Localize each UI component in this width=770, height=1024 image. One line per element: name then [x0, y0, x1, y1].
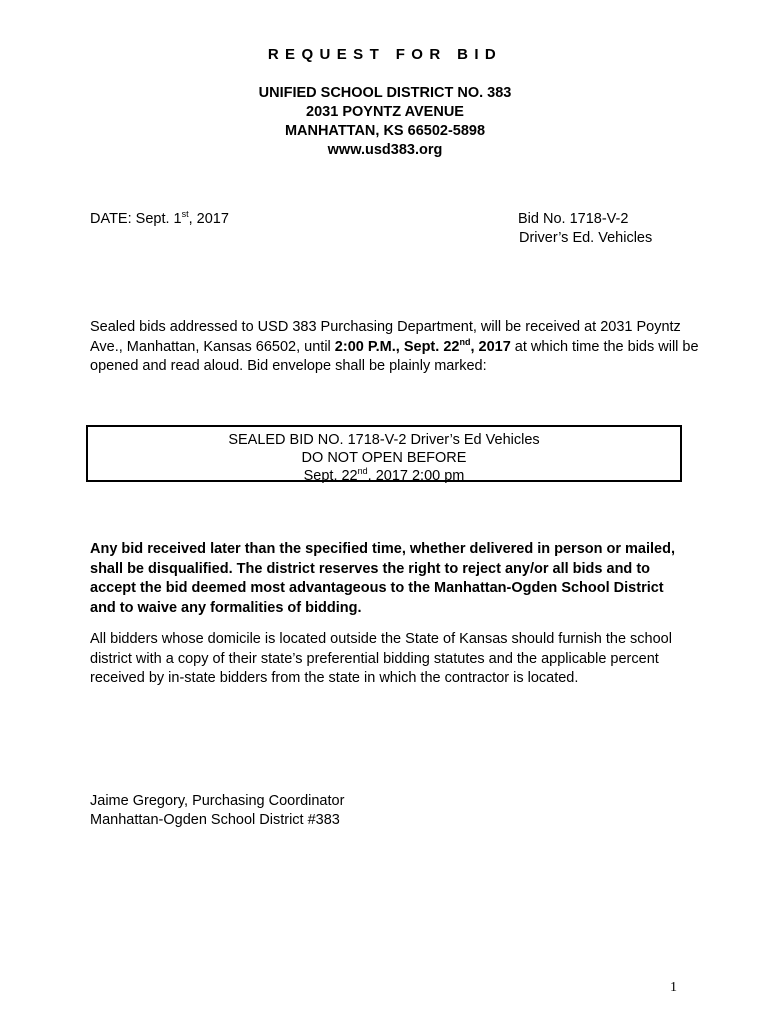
date-sup: st: [181, 209, 189, 220]
deadline-tail: , 2017: [470, 338, 511, 355]
sealed-date-suffix: , 2017 2:00 pm: [367, 468, 465, 484]
date-prefix: DATE: Sept. 1: [90, 211, 182, 227]
sealed-date-sup: nd: [357, 466, 368, 477]
deadline-bold: [334, 336, 511, 355]
sealed-bid-label-box: [86, 425, 682, 482]
district-name: UNIFIED SCHOOL DISTRICT NO. 383: [258, 85, 512, 101]
late-bid-notice: Any bid received later than the specified time, whether delivered in person or mailed, shall be disqualified. The district reserves the right to reject any/or all bids and to accept the bid deemed most advantageous to the Manhattan-Ogden School District and to waive any formalities of bidding.: [90, 541, 675, 616]
page-number: 1: [670, 980, 677, 995]
signer-name: Jaime Gregory, Purchasing Coordinator: [90, 793, 345, 809]
submission-text-before: Sealed bids addressed to USD 383 Purchasing Department, will be received at 2031 Poyntz Ave., Manhattan, Kansas 66502, until: [90, 319, 681, 355]
deadline-sup: nd: [459, 336, 471, 347]
bid-number: Bid No. 1718-V-2: [518, 211, 629, 227]
district-street: 2031 POYNTZ AVENUE: [306, 104, 464, 120]
sealed-bid-line-2: DO NOT OPEN BEFORE: [301, 450, 467, 466]
date-line: [90, 210, 229, 229]
district-website: www.usd383.org: [327, 142, 443, 158]
submission-paragraph: [90, 318, 710, 377]
bid-subject: Driver’s Ed. Vehicles: [519, 230, 653, 246]
document-title: REQUEST FOR BID: [267, 46, 503, 63]
sealed-date-prefix: Sept. 22: [303, 468, 358, 484]
bid-info: [518, 210, 652, 248]
date-suffix: , 2017: [188, 211, 229, 227]
sealed-bid-line-3: [88, 467, 680, 485]
submission-text-after: at which time the bids will be opened and read aloud. Bid envelope shall be plainly marked:: [90, 338, 699, 374]
district-city: MANHATTAN, KS 66502-5898: [284, 123, 486, 139]
signer-organization: Manhattan-Ogden School District #383: [90, 812, 340, 828]
deadline-main: 2:00 P.M., Sept. 22: [334, 338, 460, 355]
sealed-bid-line-1: SEALED BID NO. 1718-V-2 Driver’s Ed Vehicles: [228, 432, 540, 448]
out-of-state-paragraph: All bidders whose domicile is located outside the State of Kansas should furnish the school district with a copy of their state’s preferential bidding statutes and the applicable percent received by in-state bidders from the state in which the contractor is located.: [90, 631, 672, 686]
district-header: [0, 84, 770, 160]
signature-block: [90, 792, 344, 830]
